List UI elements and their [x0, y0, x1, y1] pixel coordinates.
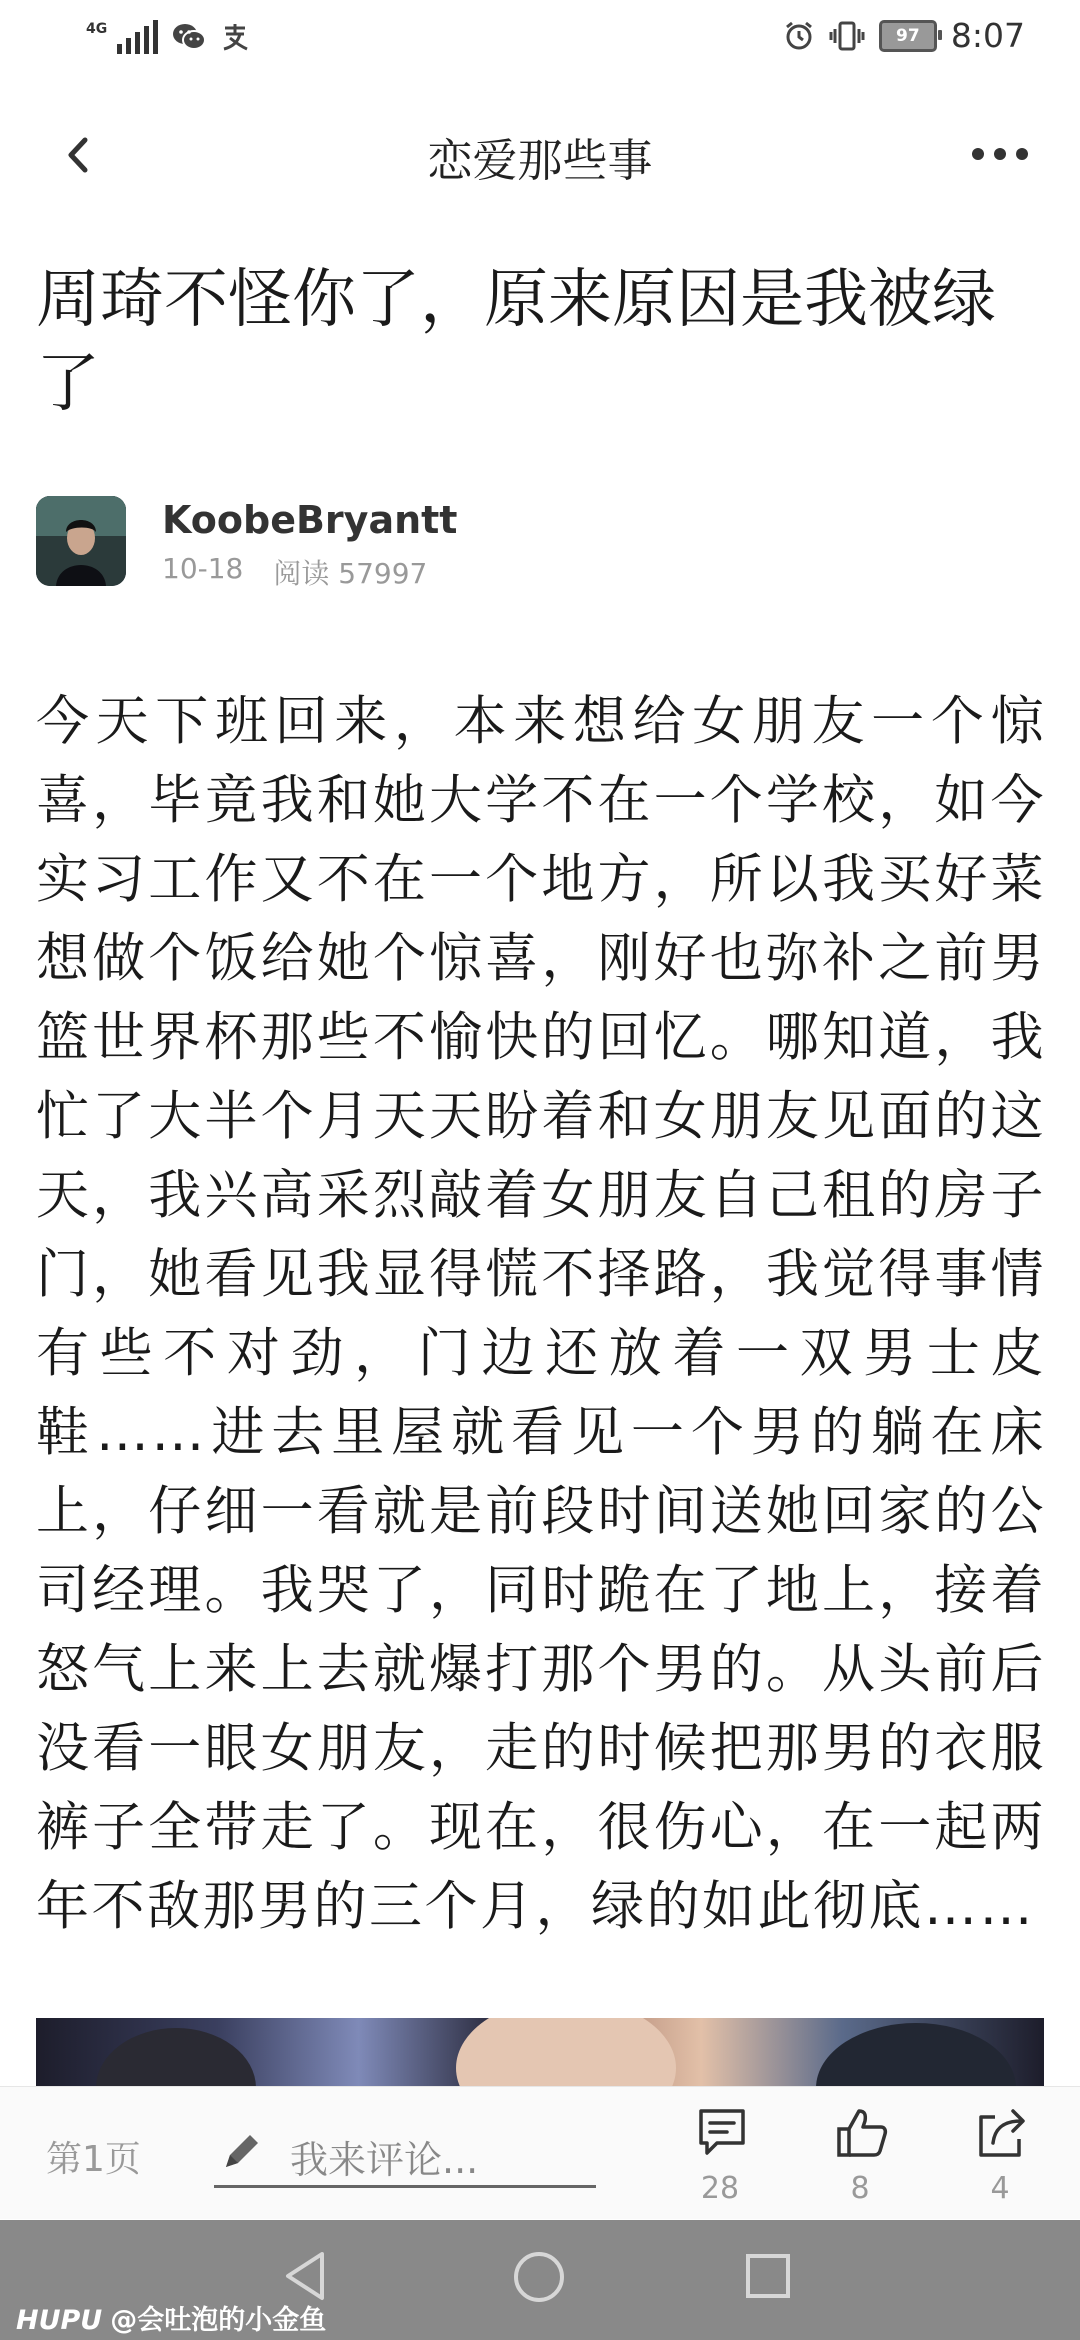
shares-count: 4 [990, 2171, 1010, 2206]
post-meta [162, 552, 427, 592]
like-button[interactable] [815, 2105, 905, 2215]
more-options-button[interactable] [960, 134, 1040, 174]
share-icon [975, 2105, 1029, 2161]
page-indicator[interactable]: 第1页 [46, 2139, 141, 2180]
likes-count: 8 [850, 2171, 870, 2206]
comment-icon [695, 2105, 749, 2161]
clock: 8:07 [950, 16, 1025, 55]
battery-icon [879, 20, 937, 52]
system-home-button[interactable] [512, 2250, 566, 2308]
battery-level: 97 [896, 25, 920, 46]
status-bar [0, 0, 1080, 80]
watermark-handle: @会吐泡的小金鱼 [110, 2305, 327, 2336]
status-left [86, 20, 250, 54]
post-body: 今天下班回来，本来想给女朋友一个惊喜，毕竟我和她大学不在一个学校，如今实习工作又不在一个地方，所以我买好菜想做个饭给她个惊喜，刚好也弥补之前男篮世界杯那些不愉快的回忆。哪知道，我忙了大半个月天天盼着和女朋友见面的这天，我兴高采烈敲着女朋友自己租的房子门，她看见我显得慌不择路，我觉得事情有些不对劲，门边还放着一双男士皮鞋……进去里屋就看见一个男的躺在床上，仔细一看就是前段时间送她回家的公司经理。我哭了，同时跪在了地上，接着怒气上来上去就爆打那个男的。从头前后没看一眼女朋友，走的时候把那男的衣服裤子全带走了。现在，很伤心，在一起两年不敌那男的三个月，绿的如此彻底…… [36, 691, 1046, 1937]
comment-input[interactable] [214, 2113, 596, 2188]
comment-placeholder: 我来评论... [290, 2138, 479, 2182]
avatar[interactable] [36, 496, 126, 586]
watermark-brand: HUPU [16, 2305, 103, 2336]
alipay-icon [220, 22, 250, 52]
alarm-icon [783, 20, 815, 52]
author-name[interactable]: KoobeBryantt [162, 498, 458, 542]
share-button[interactable] [955, 2105, 1045, 2215]
thumbs-up-icon [835, 2105, 889, 2161]
watermark [16, 2298, 326, 2337]
signal-icon [117, 20, 158, 54]
top-nav [0, 100, 1080, 210]
comments-count: 28 [700, 2171, 740, 2206]
more-dot-icon [972, 148, 984, 160]
comments-button[interactable] [675, 2105, 765, 2215]
author-block [36, 496, 1036, 596]
vibrate-icon [829, 20, 865, 52]
status-right [783, 16, 1025, 55]
board-title: 恋爱那些事 [427, 134, 653, 187]
square-recents-icon [744, 2252, 792, 2300]
more-dot-icon [994, 148, 1006, 160]
pencil-icon [218, 2127, 266, 2175]
post-title: 周琦不怪你了，原来原因是我被绿了 [36, 263, 996, 421]
post-date: 10-18 [162, 552, 244, 585]
more-dot-icon [1016, 148, 1028, 160]
system-recents-button[interactable] [744, 2252, 792, 2304]
triangle-back-icon [280, 2248, 330, 2304]
view-count: 阅读 57997 [273, 557, 428, 590]
circle-home-icon [512, 2250, 566, 2304]
network-type: 4G [86, 21, 108, 37]
wechat-icon [172, 22, 206, 52]
bottom-action-bar [0, 2086, 1080, 2219]
